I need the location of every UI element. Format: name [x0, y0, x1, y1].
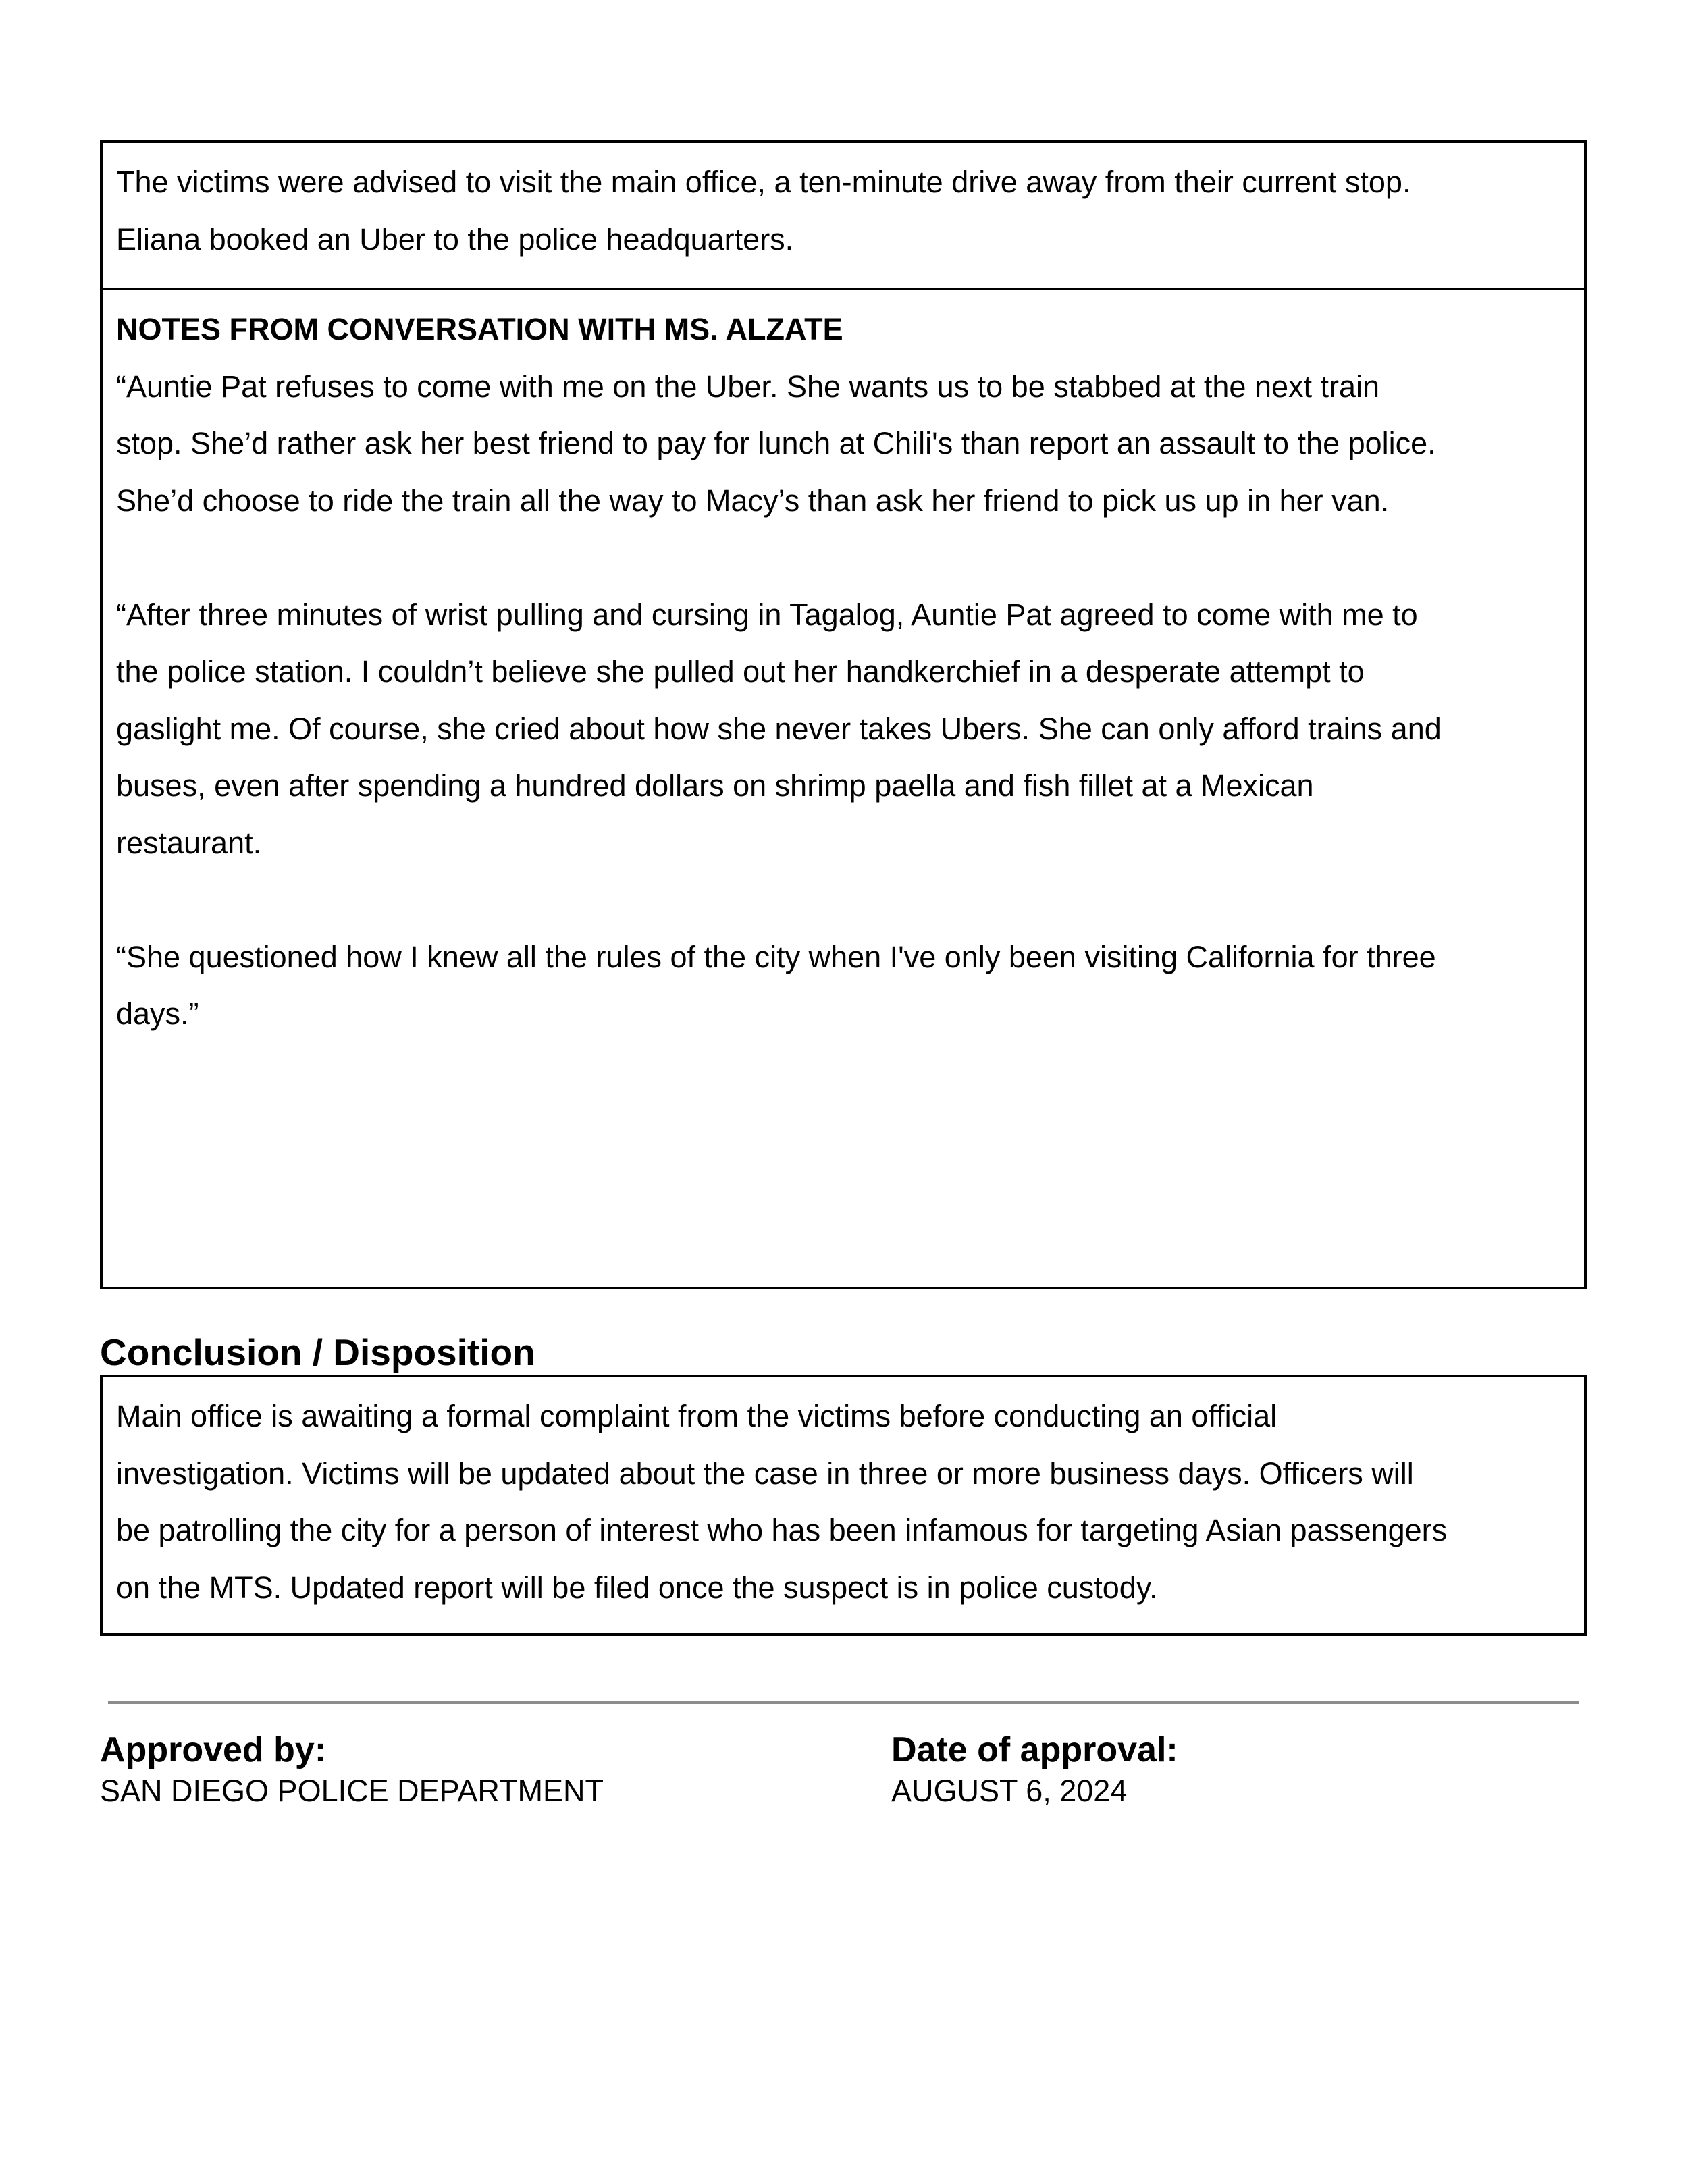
notes-line: “Auntie Pat refuses to come with me on the Uber. She wants us to be stabbed at the next train [116, 369, 1380, 404]
conclusion-line: Main office is awaiting a formal complaint from the victims before conducting an official [116, 1399, 1277, 1433]
conclusion-box [100, 1375, 1587, 1636]
notes-line: the police station. I couldn’t believe she pulled out her handkerchief in a desperate attempt to [116, 654, 1365, 689]
notes-line: She’d choose to ride the train all the way to Macy’s than ask her friend to pick us up in her van. [116, 483, 1390, 518]
date-of-approval-value: AUGUST 6, 2024 [891, 1774, 1128, 1808]
notes-line: stop. She’d rather ask her best friend to pay for lunch at Chili's than report an assault to the police. [116, 426, 1436, 460]
notes-line: gaslight me. Of course, she cried about how she never takes Ubers. She can only afford trains and [116, 711, 1442, 746]
conclusion-line: be patrolling the city for a person of interest who has been infamous for targeting Asian passengers [116, 1513, 1448, 1547]
signature-divider [108, 1701, 1579, 1704]
conclusion-cell [103, 1377, 1584, 1616]
notes-heading: NOTES FROM CONVERSATION WITH MS. ALZATE [116, 312, 843, 346]
report-details-box [100, 140, 1587, 1289]
advised-line: The victims were advised to visit the main office, a ten-minute drive away from their current stop. [116, 165, 1411, 199]
conclusion-heading: Conclusion / Disposition [100, 1331, 535, 1373]
conclusion-line: investigation. Victims will be updated about the case in three or more business days. Officers will [116, 1456, 1414, 1491]
notes-line: “After three minutes of wrist pulling and cursing in Tagalog, Auntie Pat agreed to come with me to [116, 597, 1418, 632]
paragraph-spacer [116, 529, 1571, 587]
notes-line: “She questioned how I knew all the rules of the city when I've only been visiting California for three [116, 939, 1436, 974]
notes-line: days.” [116, 996, 199, 1031]
paragraph-spacer [116, 872, 1571, 929]
notes-line: buses, even after spending a hundred dollars on shrimp paella and fish fillet at a Mexican [116, 768, 1314, 803]
notes-cell [103, 290, 1584, 1043]
advised-line: Eliana booked an Uber to the police headquarters. [116, 221, 794, 257]
date-of-approval-block [891, 1728, 1178, 1811]
date-of-approval-label: Date of approval: [891, 1730, 1178, 1769]
notes-line: restaurant. [116, 825, 262, 860]
advised-cell [103, 143, 1584, 290]
conclusion-line: on the MTS. Updated report will be filed once the suspect is in police custody. [116, 1570, 1158, 1605]
approved-by-label: Approved by: [100, 1730, 327, 1769]
approved-by-value: SAN DIEGO POLICE DEPARTMENT [100, 1774, 604, 1808]
approved-by-block [100, 1728, 604, 1811]
